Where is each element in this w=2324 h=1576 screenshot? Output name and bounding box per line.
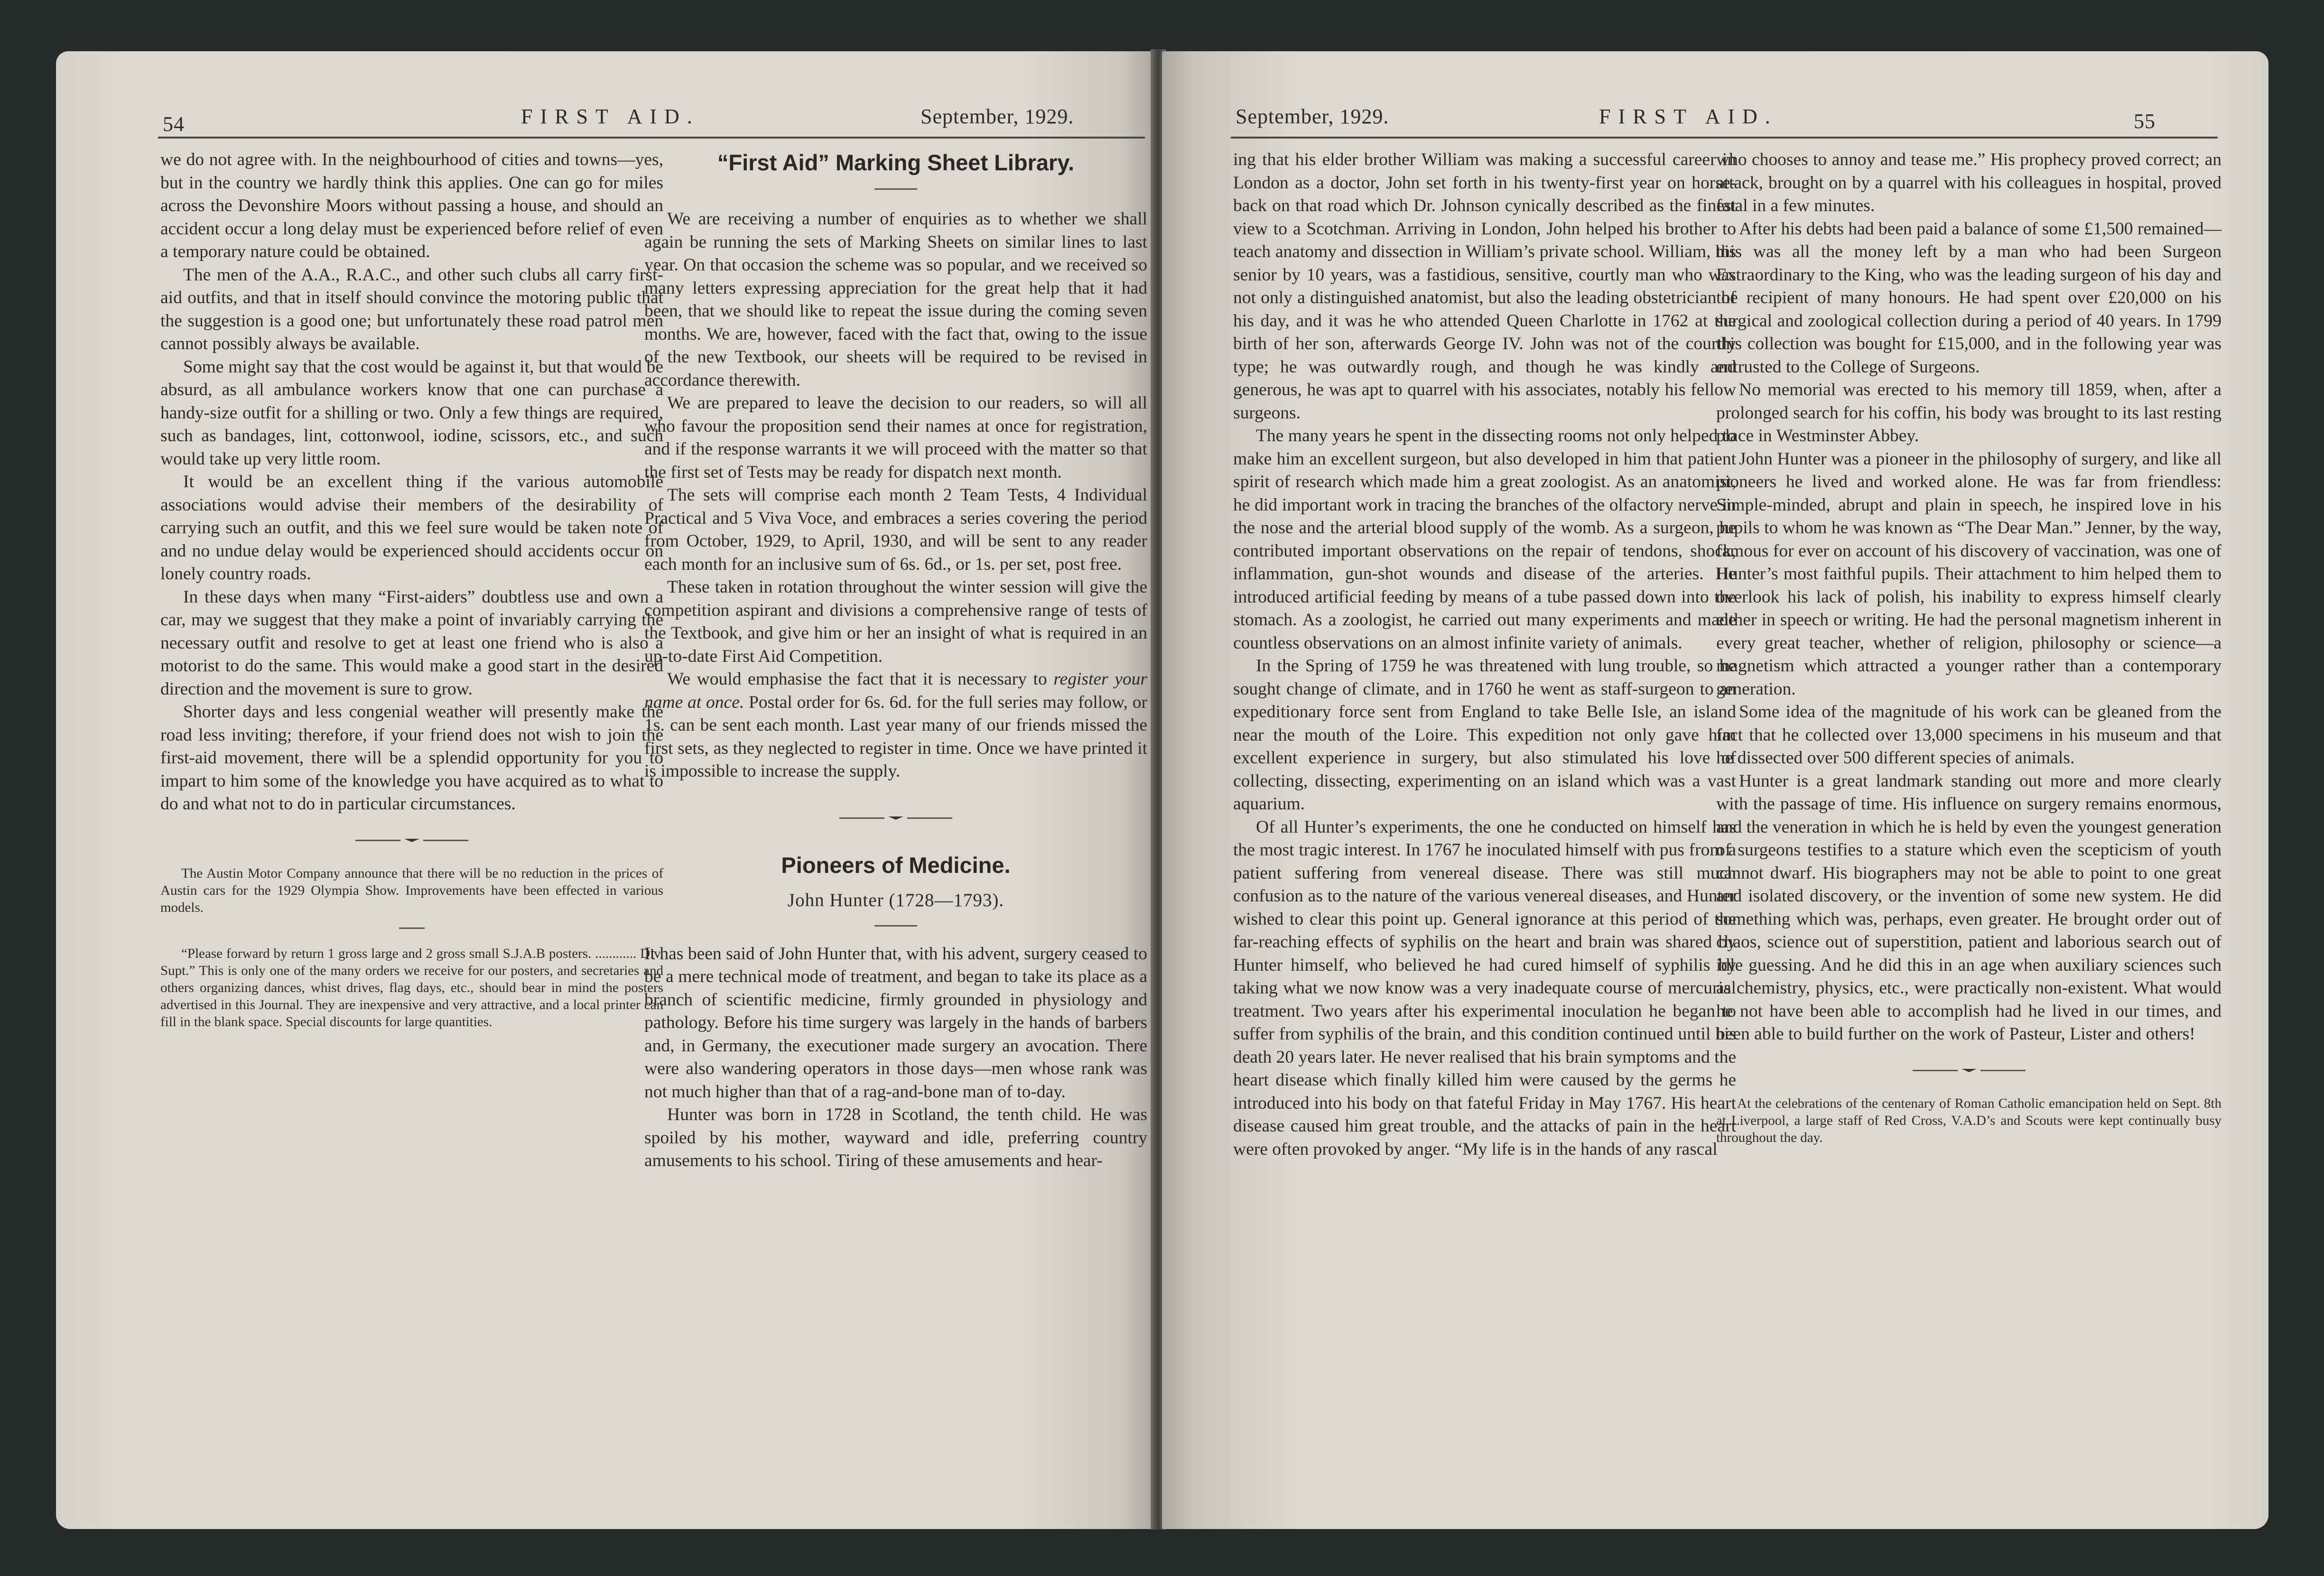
right-column-2 [1716,148,2222,1146]
left-page [56,51,1154,1529]
page-number-left: 54 [163,112,185,136]
date-left: September, 1929. [920,105,1074,128]
paragraph: we do not agree with. In the neighbourhood of cities and towns—yes, but in the country we hardly think this applies. One can go for miles across the Devonshire Moors without passing a house, and should an accident occur a long delay must be experienced before relief of even a temporary nature could be obtained. [160,150,663,261]
emphasis-pre: We would emphasise the fact that it is necessary to [667,669,1054,689]
pioneers-heading: Pioneers of Medicine. [781,852,1011,878]
paragraph: In these days when many “First-aiders” doubtless use and own a car, may we suggest that they make a point of invariably carrying the necessary outfit and resolve to get at least one friend who is also a motorist to do the same. This would make a good start in the desired direction and the movement is sure to grow. [160,587,663,699]
paragraph: We are prepared to leave the decision to our readers, so will all who favour the proposition send their names at once for registration, and if the response warrants it we will proceed with the matter so that the first set of Tests may be ready for dispatch next month. [644,393,1147,482]
notice-ornament [160,927,663,929]
john-hunter-subheading: John Hunter (1728—1793). [787,890,1004,910]
left-column-1 [160,148,663,1030]
paragraph: The sets will comprise each month 2 Team Tests, 4 Individual Practical and 5 Viva Voce, and embraces a series covering the period from October, 1929, to April, 1930, and will be sent to any reader each month for an inclusive sum of 6s. 6d., or 1s. per set, post free. [644,485,1147,574]
paragraph: The men of the A.A., R.A.C., and other such clubs all carry first-aid outfits, and that in itself should convince the motoring public that the suggestion is a good one; but unfortunately these road patrol men cannot possibly always be available. [160,265,663,353]
paragraph: ing that his elder brother William was making a successful career in London as a doctor, John set forth in his twenty-first year on horse-back on that road which Dr. Johnson cynically described as the finest view to a Scotchman. Arriving in London, John helped his brother to teach anatomy and dissection in William’s private school. William, his senior by 10 years, was a fastidious, sensitive, courtly man who was not only a distinguished anatomist, but also the leading obstetrician of his day, and it was he who attended Queen Charlotte in 1762 at the birth of her son, afterwards George IV. John was not of the courtly type; he was outwardly rough, and though he was kindly and generous, he was apt to quarrel with his associates, notably his fellow surgeons. [1233,150,1736,423]
left-column-2 [644,148,1147,1173]
paragraph: Some idea of the magnitude of his work can be gleaned from the fact that he collected over 13,000 specimens in his museum and that he dissected over 500 different species of animals. [1716,702,2222,768]
notices [160,865,663,1030]
paragraph: Shorter days and less congenial weather will presently make the road less inviting; therefore, if your friend does not wish to join the first-aid movement, there will be a splendid opportunity for you to impart to him some of the knowledge you have acquired as to what to do and what not to do in particular circumstances. [160,702,663,814]
paragraph: Hunter is a great landmark standing out more and more clearly with the passage of time. His influence on surgery remains enormous, and the veneration in which he is held by even the youngest generation of surgeons testifies to a stature which even the scepticism of youth cannot dwarf. His biographers may not be able to point to one great and isolated discovery, or the invention of some new system. He did something which was, perhaps, even greater. He brought order out of chaos, science out of superstition, patient and laborious search out of idle guessing. And he did this in an age when auxiliary sciences such as chemistry, physics, etc., were practically non-existent. What would he not have been able to accomplish had he lived in our times, and been able to build further on the work of Pasteur, Lister and others! [1716,771,2222,1044]
subheading-rule [874,925,917,927]
paragraph: It would be an excellent thing if the various automobile associations would advise their members of the desirability of carrying such an outfit, and this we feel sure would be taken note of and no undue delay would be experienced should accidents occur on lonely country roads. [160,472,663,584]
paragraph: It has been said of John Hunter that, with his advent, surgery ceased to be a mere technical mode of treatment, and began to take its place as a branch of scientific medicine, firmly grounded in physiology and pathology. Before his time surgery was largely in the hands of barbers and, in Germany, the executioner made surgery an avocation. There were also wandering operators in those days—men whose rank was not much higher than that of a rag-and-bone man of to-day. [644,944,1147,1102]
right-page [1162,51,2268,1529]
liverpool-notice: At the celebrations of the centenary of Roman Catholic emancipation held on Sept. 8th at Liverpool, a large staff of Red Cross, V.A.D’s and Scouts were kept continually busy throughout the day. [1716,1095,2222,1145]
paragraph: who chooses to annoy and tease me.” His prophecy proved correct; an attack, brought on by a quarrel with his colleagues in hospital, proved fatal in a few minutes. [1716,150,2222,215]
header-rule-left [158,137,1145,139]
notice-block [1716,1095,2222,1146]
paragraph: We are receiving a number of enquiries as to whether we shall again be running the sets of Marking Sheets on similar lines to last year. On that occasion the scheme was so popular, and we received so many letters expressing appreciation for the great help that it had been, that we should like to repeat the issue during the coming seven months. We are, however, faced with the fact that, owing to the issue of the new Textbook, our sheets will be required to be revised in accordance therewith. [644,209,1147,390]
paragraph: John Hunter was a pioneer in the philosophy of surgery, and like all pioneers he lived and worked alone. He was far from friendless: Simple-minded, abrupt and plain in speech, he inspired love in his pupils to whom he was known as “The Dear Man.” Jenner, by the way, famous for ever on account of his discovery of vaccination, was one of Hunter’s most faithful pupils. Their attachment to him helped them to overlook his lack of polish, his inability to express himself clearly either in speech or writing. He had the personal magnetism inherent in every great teacher, whether of religion, philosophy or science—a magnetism which attracted a younger rather than a contemporary generation. [1716,449,2222,699]
masthead-right: FIRST AID. [1599,105,1778,128]
right-column-1 [1233,148,1736,1161]
masthead-left: FIRST AID. [521,105,700,128]
paragraph: In the Spring of 1759 he was threatened with lung trouble, so he sought change of climate, and in 1760 he went as staff-surgeon to an expeditionary force sent from England to take Belle Isle, an island near the mouth of the Loire. This expedition not only gave him excellent experience in surgery, but also stimulated his love of collecting, dissecting, experimenting on an island which was a vast aquarium. [1233,656,1736,814]
paragraph-emphasis [644,668,1147,783]
paragraph: Of all Hunter’s experiments, the one he conducted on himself has the most tragic interest. In 1767 he inoculated himself with pus from a patient suffering from venereal disease. There was still much confusion as to the nature of the various venereal diseases, and Hunter wished to clear this point up. General ignorance at this period of the far-reaching effects of syphilis on the heart and brain was shared by Hunter himself, who believed he had cured himself of syphilis by taking what we now know was a very inadequate course of mercurial treatment. Two years after his experimental inoculation he began to suffer from syphilis of the brain, and this condition continued until his death 20 years later. He never realised that his brain symptoms and the heart disease which finally killed him were caused by the germs he introduced into his body on that fateful Friday in May 1767. His heart disease caused him great trouble, and the attacks of pain in the heart were often provoked by anger. “My life is in the hands of any rascal [1233,817,1736,1159]
paragraph: After his debts had been paid a balance of some £1,500 remained—this was all the money left by a man who had been Surgeon Extraordinary to the King, who was the leading surgeon of his day and the recipient of many honours. He had spent over £20,000 on his surgical and zoological collection during a period of 40 years. In 1799 this collection was bought for £15,000, and in the following year was entrusted to the College of Surgeons. [1716,219,2222,377]
date-right: September, 1929. [1236,105,1389,128]
austin-notice: The Austin Motor Company announce that there will be no reduction in the prices of Austin cars for the 1929 Olympia Show. Improvements have been effected in various models. [160,865,663,915]
header-rule-right [1231,137,2218,139]
paragraph: These taken in rotation throughout the winter session will give the competition aspirant and divisions a comprehensive range of tests of the Textbook, and give him or her an insight of what is required in an up-to-date First Aid Competition. [644,577,1147,666]
paragraph: No memorial was erected to his memory till 1859, when, after a prolonged search for his coffin, his body was brought to its last resting place in Westminster Abbey. [1716,380,2222,445]
paragraph: The many years he spent in the dissecting rooms not only helped to make him an excellent surgeon, but also developed in him that patient spirit of research which made him a great zoologist. As an anatomist, he did important work in tracing the branches of the olfactory nerve in the nose and the arterial blood supply of the womb. As a surgeon, he contributed important observations on the repair of tendons, shock, inflammation, gun-shot wounds and disease of the arteries. He introduced artificial feeding by means of a tube passed down into the stomach. As a zoologist, he carried out many experiments and made countless observations on an almost infinite variety of animals. [1233,426,1736,653]
section-ornament [644,816,1147,820]
paragraph: Hunter was born in 1728 in Scotland, the tenth child. He was spoiled by his mother, wayward and idle, preferring country amusements to his school. Tiring of these amusements and hear- [644,1105,1147,1170]
paragraph: Some might say that the cost would be against it, but that would be absurd, as all ambulance workers know that one can purchase a handy-size outfit for a shilling or two. Only a few things are required, such as bandages, lint, cottonwool, iodine, scissors, etc., and such would take up very little room. [160,357,663,469]
emphasis-text: register your name at once. [644,669,1147,712]
emphasis-post: Postal order for 6s. 6d. for the full series may follow, or 1s. can be sent each month. Last year many of our friends missed the first sets, as they neglected to register in time. Once we have printed it is impossible to increase the supply. [644,692,1148,781]
page-number-right: 55 [2134,110,2156,133]
section-ornament [1716,1069,2222,1072]
section-ornament [160,839,663,842]
heading-rule [874,188,917,190]
marking-sheet-heading: “First Aid” Marking Sheet Library. [717,150,1075,175]
posters-notice: “Please forward by return 1 gross large and 2 gross small S.J.A.B posters. ............ Div. Supt.” This is only one of the many orders we receive for our posters, and secretaries and others organizing dances, whist drives, flag days, etc., should bear in mind the posters advertised in this Journal. They are inexpensive and very attractive, and a local printer can fill in the blank space. Special discounts for large quantities. [160,946,663,1029]
